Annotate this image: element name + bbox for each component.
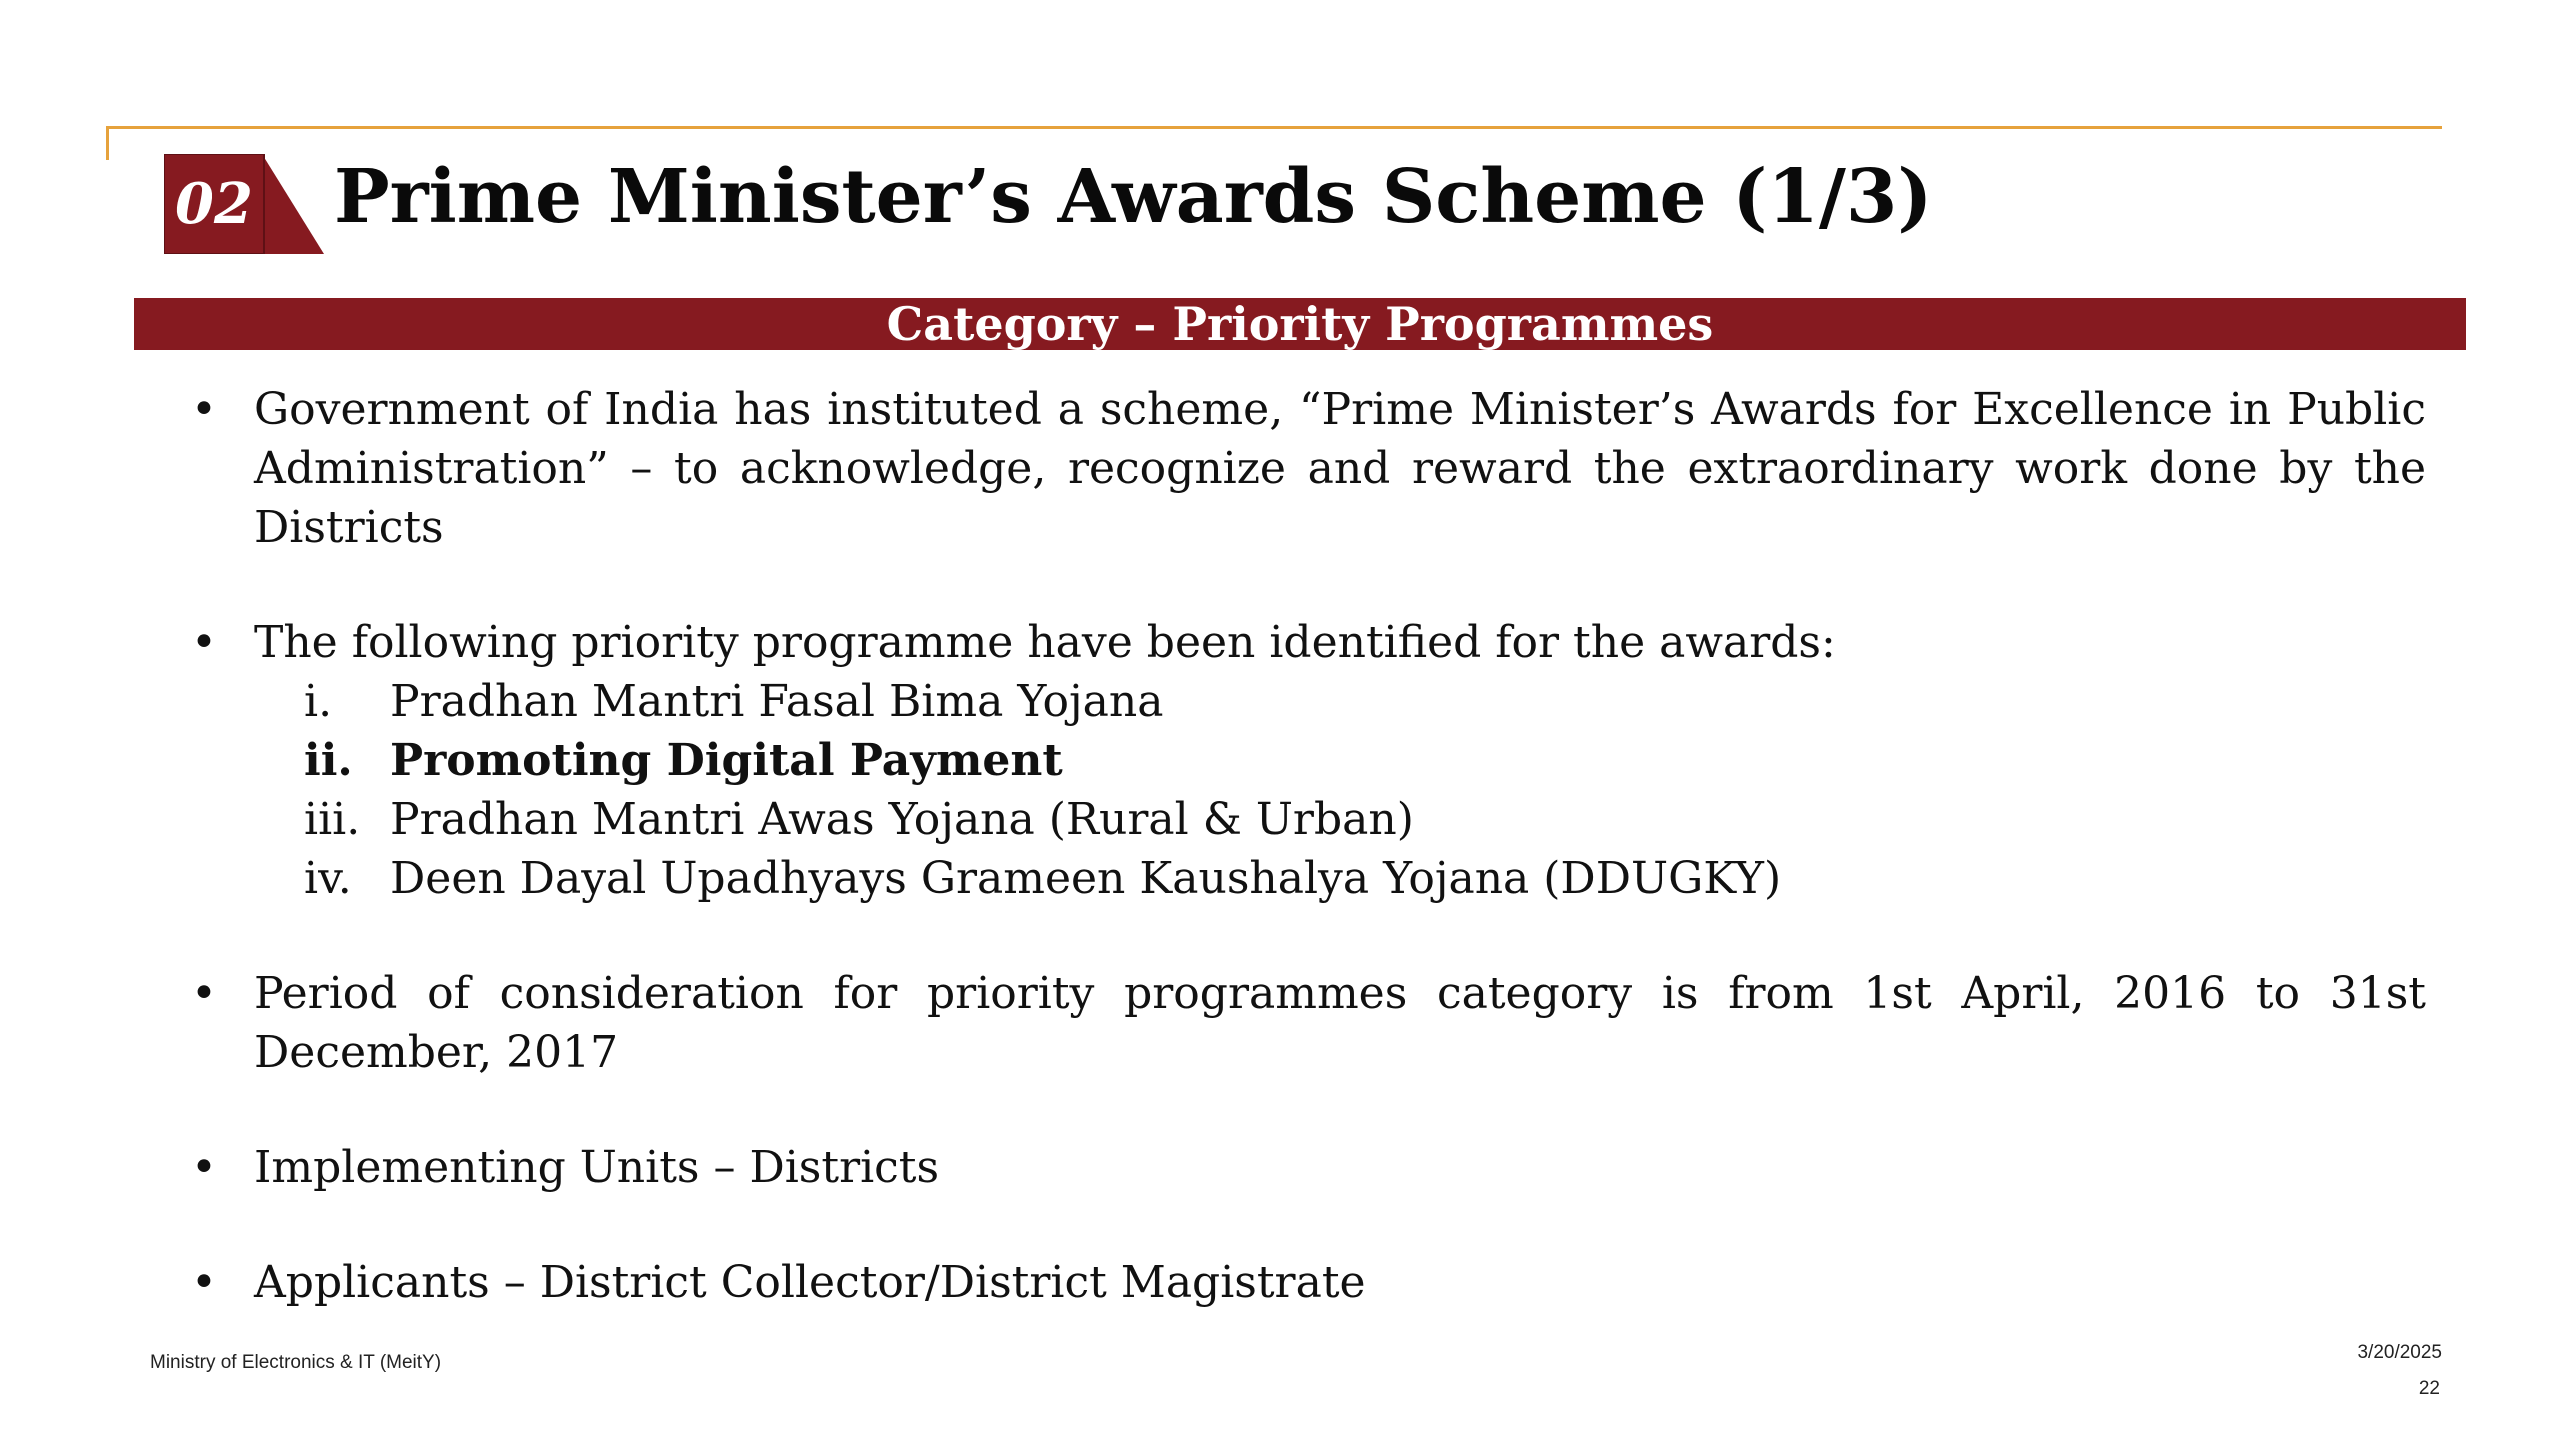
bullet-item <box>186 613 2426 672</box>
programme-number: iv. <box>304 853 352 904</box>
top-rule <box>106 126 2442 129</box>
programme-item <box>186 849 2426 908</box>
bullet-item <box>186 964 2426 1082</box>
bullet-text: Implementing Units – Districts <box>254 1142 940 1193</box>
top-rule-tick <box>106 126 109 160</box>
programme-item <box>186 790 2426 849</box>
category-band: Category – Priority Programmes <box>134 298 2466 350</box>
bullet-icon: • <box>191 1257 217 1308</box>
programme-text: Deen Dayal Upadhyays Grameen Kaushalya Yojana (DDUGKY) <box>390 853 1782 904</box>
bullet-text: Applicants – District Collector/District Magistrate <box>254 1257 1366 1308</box>
programme-number: i. <box>304 676 333 727</box>
slide-body <box>186 380 2426 1312</box>
bullet-item <box>186 380 2426 557</box>
programme-text: Pradhan Mantri Fasal Bima Yojana <box>390 676 1164 727</box>
bullet-icon: • <box>191 968 217 1019</box>
bullet-icon: • <box>191 384 217 435</box>
bullet-item <box>186 1253 2426 1312</box>
programme-text: Pradhan Mantri Awas Yojana (Rural & Urban) <box>390 794 1414 845</box>
footer-page-number: 22 <box>2418 1378 2440 1399</box>
programme-item <box>186 672 2426 731</box>
bullet-icon: • <box>191 617 217 668</box>
bullet-text: Period of consideration for priority programmes category is from 1st April, 2016 to 31st December, 2017 <box>254 968 2426 1078</box>
bullet-item <box>186 1138 2426 1197</box>
footer-date: 3/20/2025 <box>2357 1342 2442 1363</box>
programme-item-highlighted <box>186 731 2426 790</box>
bullet-icon: • <box>191 1142 217 1193</box>
programme-number: ii. <box>304 735 353 786</box>
footer-organization: Ministry of Electronics & IT (MeitY) <box>150 1352 442 1373</box>
programme-list <box>186 672 2426 908</box>
bullet-text: The following priority programme have been identified for the awards: <box>254 617 1836 668</box>
section-number: 02 <box>175 171 253 237</box>
programme-text: Promoting Digital Payment <box>390 735 1063 786</box>
bullet-text: Government of India has instituted a scheme, “Prime Minister’s Awards for Excellence in Public Administration” – to acknowledge, recognize and reward the extraordinary work done by the Districts <box>254 384 2426 553</box>
programme-number: iii. <box>304 794 361 845</box>
slide-title: Prime Minister’s Awards Scheme (1/3) <box>334 154 1933 240</box>
